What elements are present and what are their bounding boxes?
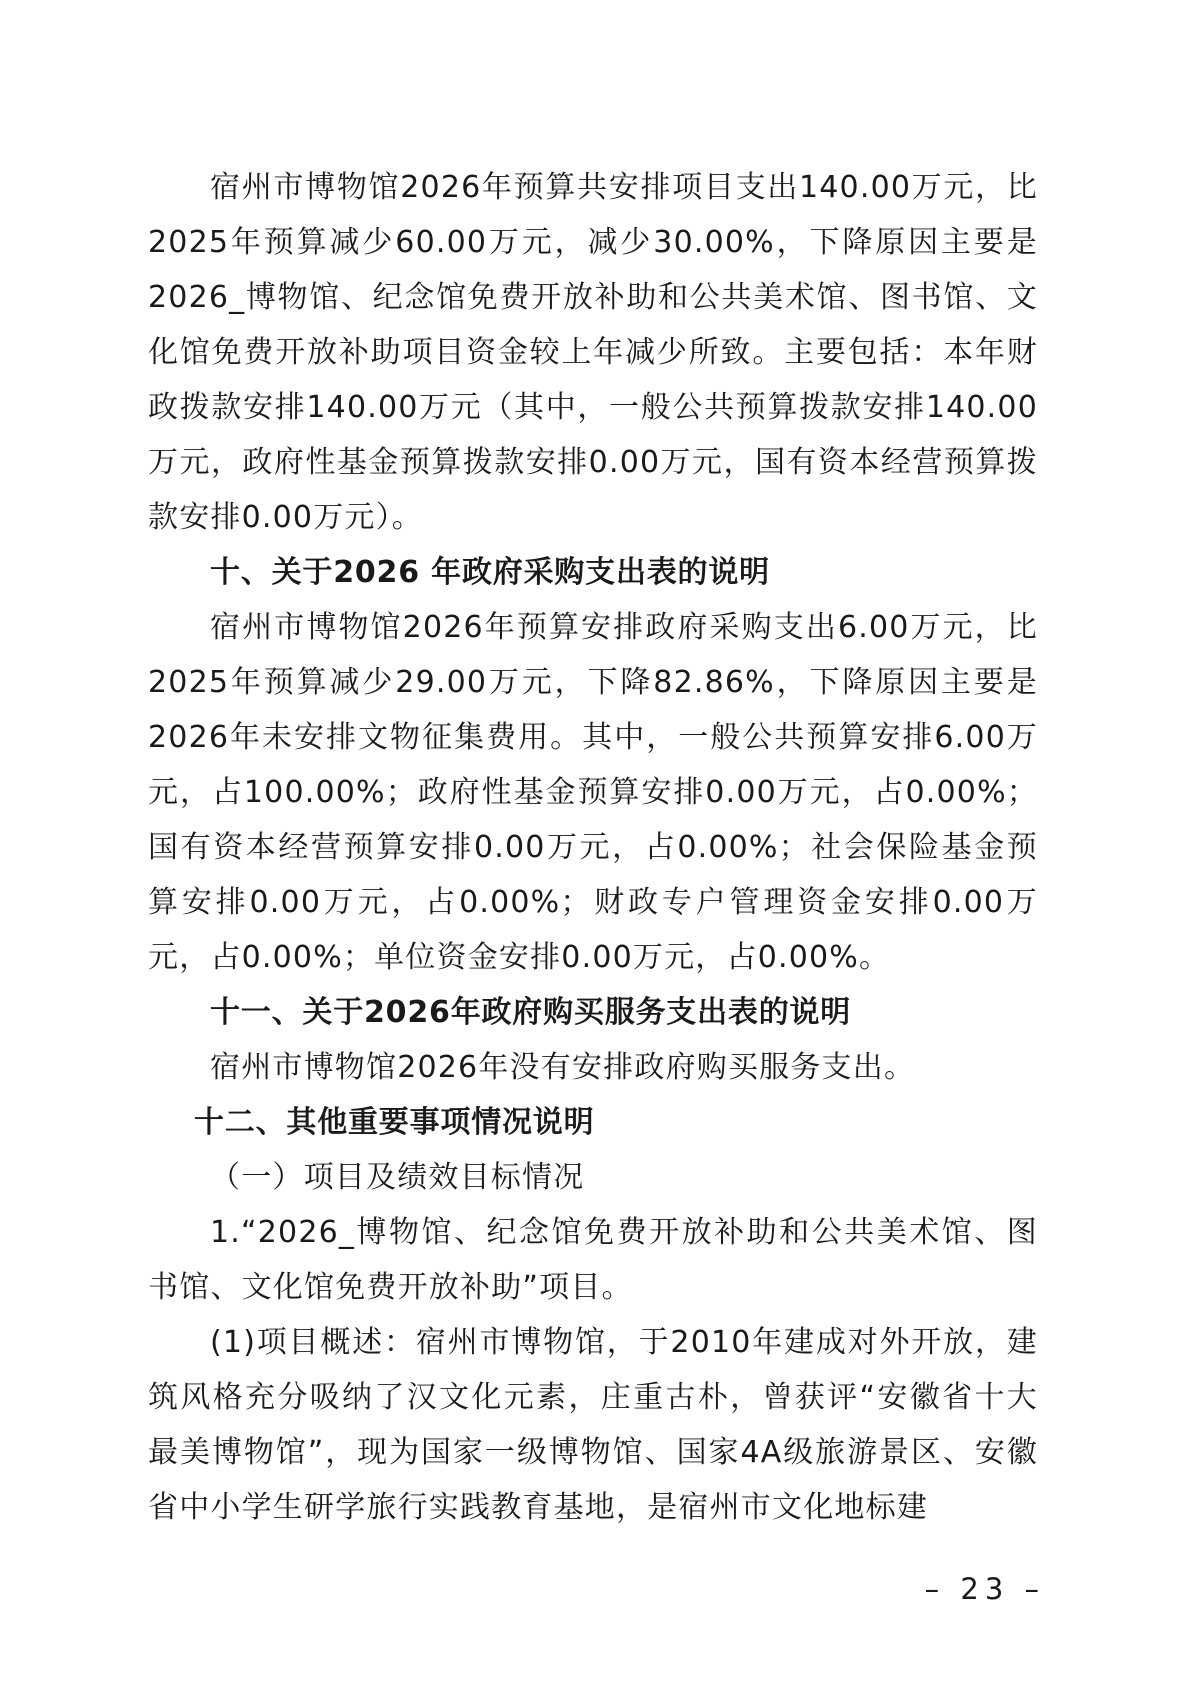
document-body <box>148 160 1038 1535</box>
paragraph-project-title: 1.“2026_博物馆、纪念馆免费开放补助和公共美术馆、图书馆、文化馆免费开放补助”项目。 <box>148 1215 1038 1305</box>
paragraph-government-procurement: 宿州市博物馆2026年预算安排政府采购支出6.00万元，比2025年预算减少29.00万元，下降82.86%，下降原因主要是2026年未安排文物征集费用。其中，一般公共预算安排6.00万元，占100.00%；政府性基金预算安排0.00万元，占0.00%；国有资本经营预算安排0.00万元，占0.00%；社会保险基金预算安排0.00万元，占0.00%；财政专户管理资金安排0.00万元，占0.00%；单位资金安排0.00万元，占0.00%。 <box>148 610 1038 975</box>
section-heading-11: 十一、关于2026年政府购买服务支出表的说明 <box>210 995 852 1030</box>
paragraph-government-services: 宿州市博物馆2026年没有安排政府购买服务支出。 <box>210 1050 916 1085</box>
page-number: – 23 – <box>924 1572 1045 1606</box>
section-heading-12: 十二、其他重要事项情况说明 <box>194 1105 595 1140</box>
subheading-project-performance: （一）项目及绩效目标情况 <box>210 1160 585 1195</box>
section-heading-10: 十、关于2026 年政府采购支出表的说明 <box>210 555 770 590</box>
paragraph-project-expenditure: 宿州市博物馆2026年预算共安排项目支出140.00万元，比2025年预算减少60.00万元，减少30.00%，下降原因主要是2026_博物馆、纪念馆免费开放补助和公共美术馆、图书馆、文化馆免费开放补助项目资金较上年减少所致。主要包括：本年财政拨款安排140.00万元（其中，一般公共预算拨款安排140.00万元，政府性基金预算拨款安排0.00万元，国有资本经营预算拨款安排0.00万元）。 <box>148 170 1038 535</box>
paragraph-project-overview: (1)项目概述：宿州市博物馆，于2010年建成对外开放，建筑风格充分吸纳了汉文化元素，庄重古朴，曾获评“安徽省十大最美博物馆”，现为国家一级博物馆、国家4A级旅游景区、安徽省中小学生研学旅行实践教育基地，是宿州市文化地标建 <box>148 1325 1038 1525</box>
